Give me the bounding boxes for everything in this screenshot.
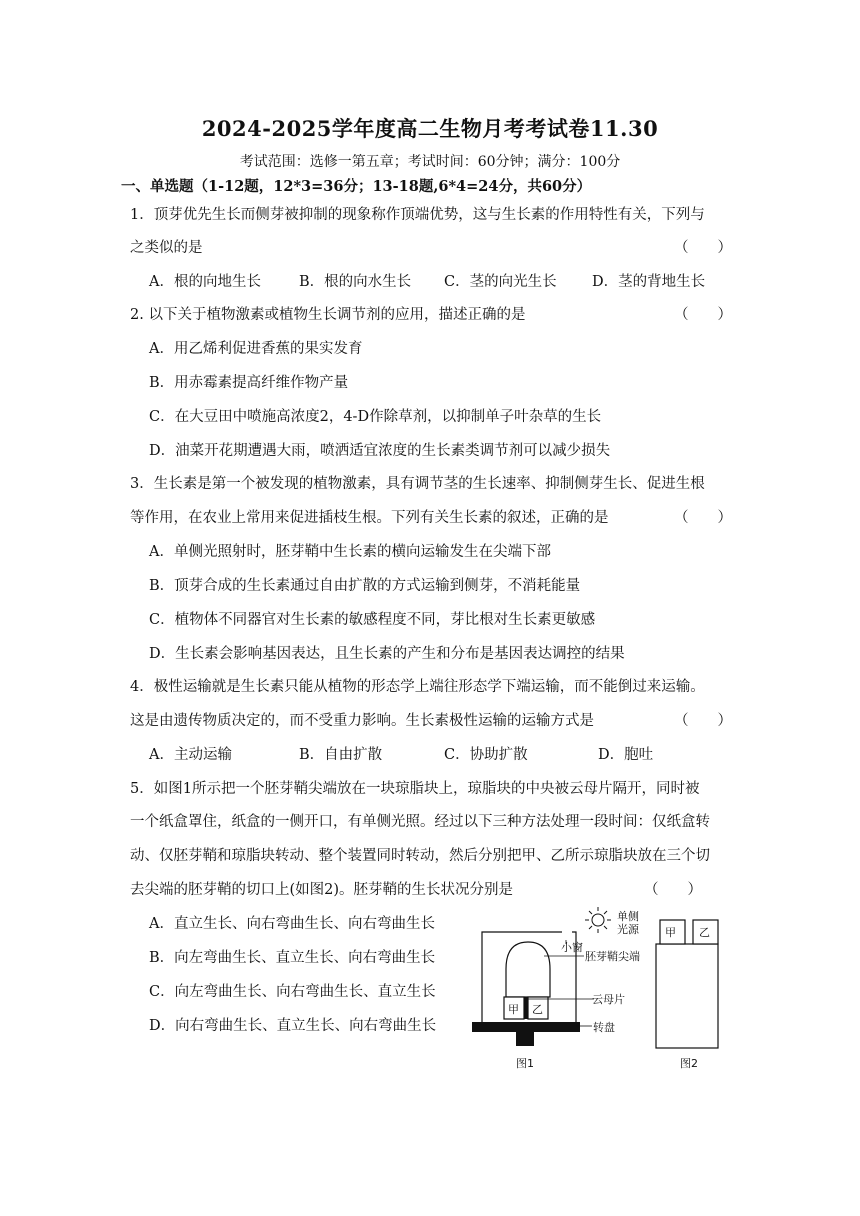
fig2-block-b-label: 乙 xyxy=(699,926,710,939)
light-source-label-1: 单侧 xyxy=(617,910,639,923)
q5-stem-line-3: 动、仅胚芽鞘和琼脂块转动、整个装置同时转动，然后分别把甲、乙所示琼脂块放在三个切 xyxy=(130,848,710,864)
q3-option-a: A．单侧光照射时，胚芽鞘中生长素的横向运输发生在尖端下部 xyxy=(149,544,551,560)
q4-option-a: A．主动运输 xyxy=(149,747,232,763)
q3-option-c: C．植物体不同器官对生长素的敏感程度不同，芽比根对生长素更敏感 xyxy=(149,612,596,628)
decapitated-coleoptile xyxy=(656,944,718,1048)
sun-icon xyxy=(585,907,611,933)
exam-info: 考试范围：选修一第五章；考试时间：60分钟；满分：100分 xyxy=(239,154,621,170)
q2-option-d: D．油菜开花期遭遇大雨，喷洒适宜浓度的生长素类调节剂可以减少损失 xyxy=(149,443,611,459)
q5-stem-line-1: 5．如图1所示把一个胚芽鞘尖端放在一块琼脂块上，琼脂块的中央被云母片隔开，同时被 xyxy=(130,781,700,797)
q5-answer-blank: （ ） xyxy=(644,882,702,898)
q3-option-d: D．生长素会影响基因表达，且生长素的产生和分布是基因表达调控的结果 xyxy=(149,646,625,662)
q1-option-c: C．茎的向光生长 xyxy=(444,274,557,290)
q2-option-b: B．用赤霉素提高纤维作物产量 xyxy=(149,375,349,391)
q2-option-c: C．在大豆田中喷施高浓度2，4-D作除草剂，以抑制单子叶杂草的生长 xyxy=(149,409,602,425)
mica-sheet xyxy=(524,997,528,1019)
q2-option-a: A．用乙烯利促进香蕉的果实发育 xyxy=(149,341,363,357)
q4-option-d: D．胞吐 xyxy=(598,747,654,763)
block-b-label: 乙 xyxy=(532,1003,543,1016)
turntable xyxy=(472,1022,580,1032)
block-a-label: 甲 xyxy=(508,1003,519,1016)
q5-option-b: B．向左弯曲生长、直立生长、向右弯曲生长 xyxy=(149,950,436,966)
q5-stem-line-2: 一个纸盒罩住，纸盒的一侧开口，有单侧光照。经过以下三种方法处理一段时间：仅纸盒转 xyxy=(130,814,710,830)
q4-stem-line-1: 4．极性运输就是生长素只能从植物的形态学上端往形态学下端运输，而不能倒过来运输。 xyxy=(130,679,705,695)
section-heading: 一、单选题（1-12题，12*3=36分；13-18题,6*4=24分，共60分） xyxy=(121,178,592,195)
q2-answer-blank: （ ） xyxy=(674,307,732,323)
q3-stem-line-1: 3．生长素是第一个被发现的植物激素，具有调节茎的生长速率、抑制侧芽生长、促进生根 xyxy=(130,476,705,492)
q5-stem-line-4: 去尖端的胚芽鞘的切口上(如图2)。胚芽鞘的生长状况分别是 xyxy=(130,882,514,898)
fig1-caption: 图1 xyxy=(516,1057,534,1070)
experiment-figure xyxy=(466,904,736,1074)
q4-option-b: B．自由扩散 xyxy=(299,747,383,763)
figure-1 xyxy=(472,907,640,1070)
mica-label: 云母片 xyxy=(592,993,625,1006)
q4-option-c: C．协助扩散 xyxy=(444,747,528,763)
q1-option-d: D．茎的背地生长 xyxy=(592,274,706,290)
exam-title: 2024-2025学年度高二生物月考考试卷11.30 xyxy=(201,116,659,141)
fig2-caption: 图2 xyxy=(680,1057,698,1070)
q1-answer-blank: （ ） xyxy=(674,240,732,256)
q1-option-a: A．根的向地生长 xyxy=(149,274,261,290)
fig2-block-a-label: 甲 xyxy=(665,926,676,939)
q3-option-b: B．顶芽合成的生长素通过自由扩散的方式运输到侧芽，不消耗能量 xyxy=(149,578,581,594)
q5-option-a: A．直立生长、向右弯曲生长、向右弯曲生长 xyxy=(149,916,435,932)
q3-answer-blank: （ ） xyxy=(674,510,732,526)
q3-stem-line-2: 等作用，在农业上常用来促进插枝生根。下列有关生长素的叙述，正确的是 xyxy=(130,510,609,526)
q2-stem-line-1: 2. 以下关于植物激素或植物生长调节剂的应用，描述正确的是 xyxy=(130,307,526,323)
turntable-axle xyxy=(516,1032,534,1046)
coleoptile-tip xyxy=(506,942,550,997)
q1-stem-line-1: 1．顶芽优先生长而侧芽被抑制的现象称作顶端优势，这与生长素的作用特性有关，下列与 xyxy=(130,207,705,223)
q4-answer-blank: （ ） xyxy=(674,713,732,729)
figure-2 xyxy=(656,920,718,1070)
light-source-label-2: 光源 xyxy=(617,923,639,936)
q1-option-b: B．根的向水生长 xyxy=(299,274,412,290)
q4-stem-line-2: 这是由遗传物质决定的，而不受重力影响。生长素极性运输的运输方式是 xyxy=(130,713,594,729)
q1-stem-line-2: 之类似的是 xyxy=(130,240,203,256)
turntable-label: 转盘 xyxy=(593,1021,615,1034)
q5-option-d: D．向右弯曲生长、直立生长、向右弯曲生长 xyxy=(149,1018,437,1034)
tip-label: 胚芽鞘尖端 xyxy=(585,950,640,963)
q5-option-c: C．向左弯曲生长、向右弯曲生长、直立生长 xyxy=(149,984,436,1000)
window-label: 小窗 xyxy=(561,941,583,954)
